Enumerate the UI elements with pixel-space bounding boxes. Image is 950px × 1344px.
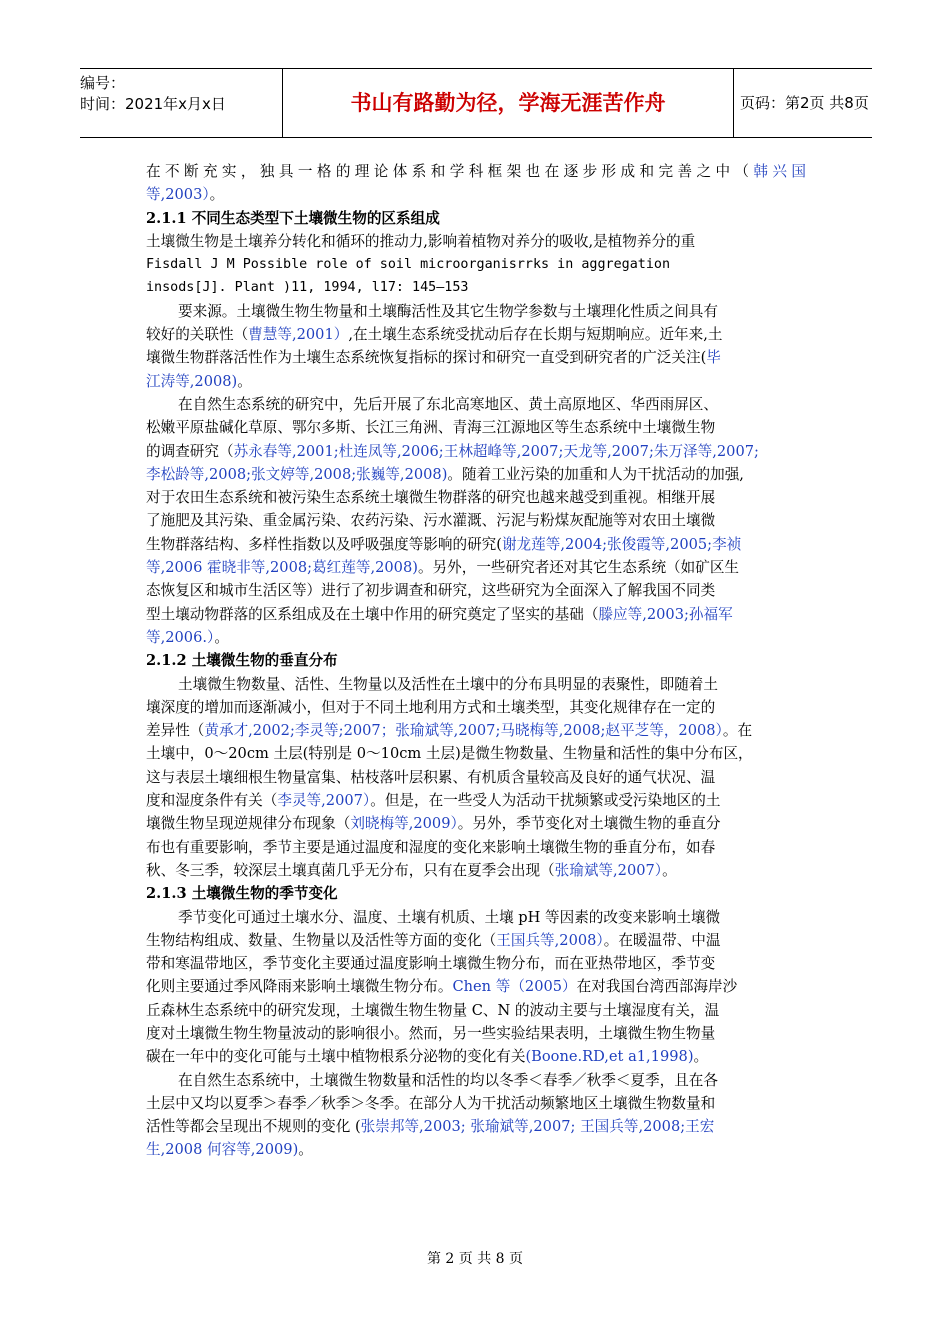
citation: 王国兵等,2008） (496, 931, 604, 949)
text-line: 在自然生态系统中，土壤微生物数量和活性的均以冬季＜春季／秋季＜夏季，且在各 (178, 1071, 718, 1089)
text-line: 布也有重要影响，季节主要是通过温度和湿度的变化来影响土壤微生物的垂直分布，如春 (146, 838, 716, 856)
document-date: 时间：2021年x月x日 (80, 95, 226, 113)
citation: 李松龄等,2008;张文婷等,2008;张巍等,2008) (146, 465, 448, 483)
section-heading-2-1-1: 2.1.1 不同生态类型下土壤微生物的区系组成 (146, 209, 440, 227)
header-page-number: 页码：第2页 共8页 (740, 94, 869, 112)
citation: 毕 (706, 349, 721, 367)
page-header (80, 68, 872, 138)
text-line: 带和寒温带地区，季节变化主要通过温度影响土壤微生物分布，而在亚热带地区，季节变 (146, 955, 716, 973)
text-line: 等,2003）。 (146, 186, 225, 204)
section-heading-2-1-2: 2.1.2 土壤微生物的垂直分布 (146, 652, 338, 670)
text-line: 较好的关联性（曹慧等,2001）,在土壤生态系统受扰动后存在长期与短期响应。近年来,土 (146, 326, 723, 344)
citation: (Boone.RD,et a1,1998) (525, 1048, 694, 1066)
citation: Chen 等（2005） (452, 978, 577, 996)
section-heading-2-1-3: 2.1.3 土壤微生物的季节变化 (146, 885, 338, 903)
reference-line: insods[J]. Plant )11, 1994, l17: 145—153 (146, 280, 469, 296)
text-line: 在自然生态系统的研究中，先后开展了东北高寒地区、黄土高原地区、华西雨屏区、 (178, 395, 718, 413)
text-line: 土层中又均以夏季＞春季／秋季＞冬季。在部分人为干扰活动频繁地区土壤微生物数量和 (146, 1094, 716, 1112)
text-line: 了施肥及其污染、重金属污染、农药污染、污水灌溉、污泥与粉煤灰配施等对农田土壤微 (146, 512, 716, 530)
text-line: 生物结构组成、数量、生物量以及活性等方面的变化（王国兵等,2008）。在暖温带、中温 (146, 931, 721, 949)
text-line: 生,2008 何容等,2009)。 (146, 1141, 313, 1159)
citation: 苏永春等,2001;杜连凤等,2006;王林超峰等,2007;天龙等,2007;朱万泽等,2007; (233, 442, 759, 460)
text-line: 松嫩平原盐碱化草原、鄂尔多斯、长江三角洲、青海三江源地区等生态系统中土壤微生物 (146, 419, 716, 437)
reference-line: Fisdall J M Possible role of soil microorganisrrks in aggregation (146, 257, 671, 273)
text-line: 土壤中，0～20cm 土层(特别是 0～10cm 土层)是微生物数量、生物量和活性的集中分布区， (146, 745, 753, 763)
text-line: 的调查研究（苏永春等,2001;杜连凤等,2006;王林超峰等,2007;天龙等,2007;朱万泽等,2007; (146, 442, 759, 460)
text-line: 要来源。土壤微生物生物量和土壤酶活性及其它生物学参数与土壤理化性质之间具有 (178, 302, 718, 320)
document-number: 编号： (80, 74, 126, 92)
text-line: 壤深度的增加而逐渐减小，但对于不同土地利用方式和土壤类型，其变化规律存在一定的 (146, 698, 716, 716)
document-body (146, 160, 806, 1162)
citation: 黄承才,2002;李灵等;2007；张瑜斌等,2007;马晓梅等,2008;赵平芝等，2008） (204, 722, 723, 740)
text-line: 壤微生物群落活性作为土壤生态系统恢复指标的探讨和研究一直受到研究者的广泛关注(毕 (146, 349, 721, 367)
citation: 李灵等,2007） (277, 792, 371, 810)
text-line: 秋、冬三季，较深层土壤真菌几乎无分布，只有在夏季会出现（张瑜斌等,2007）。 (146, 861, 677, 879)
text-line: 型土壤动物群落的区系组成及在土壤中作用的研究奠定了坚实的基础（滕应等,2003;孙福军 (146, 605, 733, 623)
text-line: 对于农田生态系统和被污染生态系统土壤微生物群落的研究也越来越受到重视。相继开展 (146, 489, 716, 507)
text-line: 壤微生物呈现逆规律分布现象（刘晓梅等,2009）。另外，季节变化对土壤微生物的垂直分 (146, 815, 721, 833)
text-line: 态恢复区和城市生活区等）进行了初步调查和研究，这些研究为全面深入了解我国不同类 (146, 582, 716, 600)
text-line: 度和湿度条件有关（李灵等,2007）。但是，在一些受人为活动干扰频繁或受污染地区的土 (146, 792, 721, 810)
citation: 滕应等,2003;孙福军 (598, 605, 733, 623)
text-line: 土壤微生物是土壤养分转化和循环的推动力,影响着植物对养分的吸收,是植物养分的重 (146, 232, 696, 250)
citation: 等,2006.） (146, 628, 215, 646)
text-line: 度对土壤微生物生物量波动的影响很小。然而，另一些实验结果表明，土壤微生物生物量 (146, 1024, 716, 1042)
citation: 生,2008 何容等,2009) (146, 1141, 299, 1159)
text-line: 等,2006 霍晓非等,2008;葛红莲等,2008)。另外，一些研究者还对其它生态系统（如矿区生 (146, 559, 740, 577)
text-line: 李松龄等,2008;张文婷等,2008;张巍等,2008)。随着工业污染的加重和人为干扰活动的加强, (146, 465, 744, 483)
text-line: 等,2006.）。 (146, 628, 229, 646)
text-line: 丘森林生态系统中的研究发现，土壤微生物生物量 C、N 的波动主要与土壤湿度有关，温 (146, 1001, 720, 1019)
citation: 等,2006 霍晓非等,2008;葛红莲等,2008) (146, 559, 418, 577)
page-footer: 第 2 页 共 8 页 (426, 1251, 524, 1267)
citation: 刘晓梅等,2009） (350, 815, 458, 833)
text-line: 活性等都会呈现出不规则的变化 (张崇邦等,2003; 张瑜斌等,2007; 王国兵等,2008;王宏 (146, 1118, 715, 1136)
citation: 等,2003） (146, 186, 210, 204)
text-line: 碳在一年中的变化可能与土壤中植物根系分泌物的变化有关(Boone.RD,et a1,1998)。 (146, 1048, 709, 1066)
citation: 张瑜斌等,2007） (554, 861, 663, 879)
citation: 张崇邦等,2003; 张瑜斌等,2007; 王国兵等,2008;王宏 (360, 1118, 715, 1136)
text-line: 季节变化可通过土壤水分、温度、土壤有机质、土壤 pH 等因素的改变来影响土壤微 (178, 908, 721, 926)
citation: 江涛等,2008) (146, 372, 238, 390)
text-line: 江涛等,2008)。 (146, 372, 252, 390)
text-line: 生物群落结构、多样性指数以及呼吸强度等影响的研究(谢龙莲等,2004;张俊霞等,2005;李祯 (146, 535, 742, 553)
text-line: 在不断充实，独具一格的理论体系和学科框架也在逐步形成和完善之中（韩兴国 (146, 163, 806, 180)
header-motto: 书山有路勤为径，学海无涯苦作舟 (282, 69, 734, 137)
text-line: 土壤微生物数量、活性、生物量以及活性在土壤中的分布具明显的表聚性，即随着土 (178, 675, 718, 693)
citation: 谢龙莲等,2004;张俊霞等,2005;李祯 (501, 535, 742, 553)
citation: 韩兴国 (753, 163, 806, 180)
text-line: 差异性（黄承才,2002;李灵等;2007；张瑜斌等,2007;马晓梅等,2008;赵平芝等，2008）。在 (146, 722, 753, 740)
text-line: 化则主要通过季风降雨来影响土壤微生物分布。Chen 等（2005）在对我国台湾西部海岸沙 (146, 978, 738, 996)
header-meta (80, 69, 282, 137)
citation: 曹慧等,2001） (248, 326, 349, 344)
text-line: 这与表层土壤细根生物量富集、枯枝落叶层积累、有机质含量较高及良好的通气状况、温 (146, 768, 716, 786)
